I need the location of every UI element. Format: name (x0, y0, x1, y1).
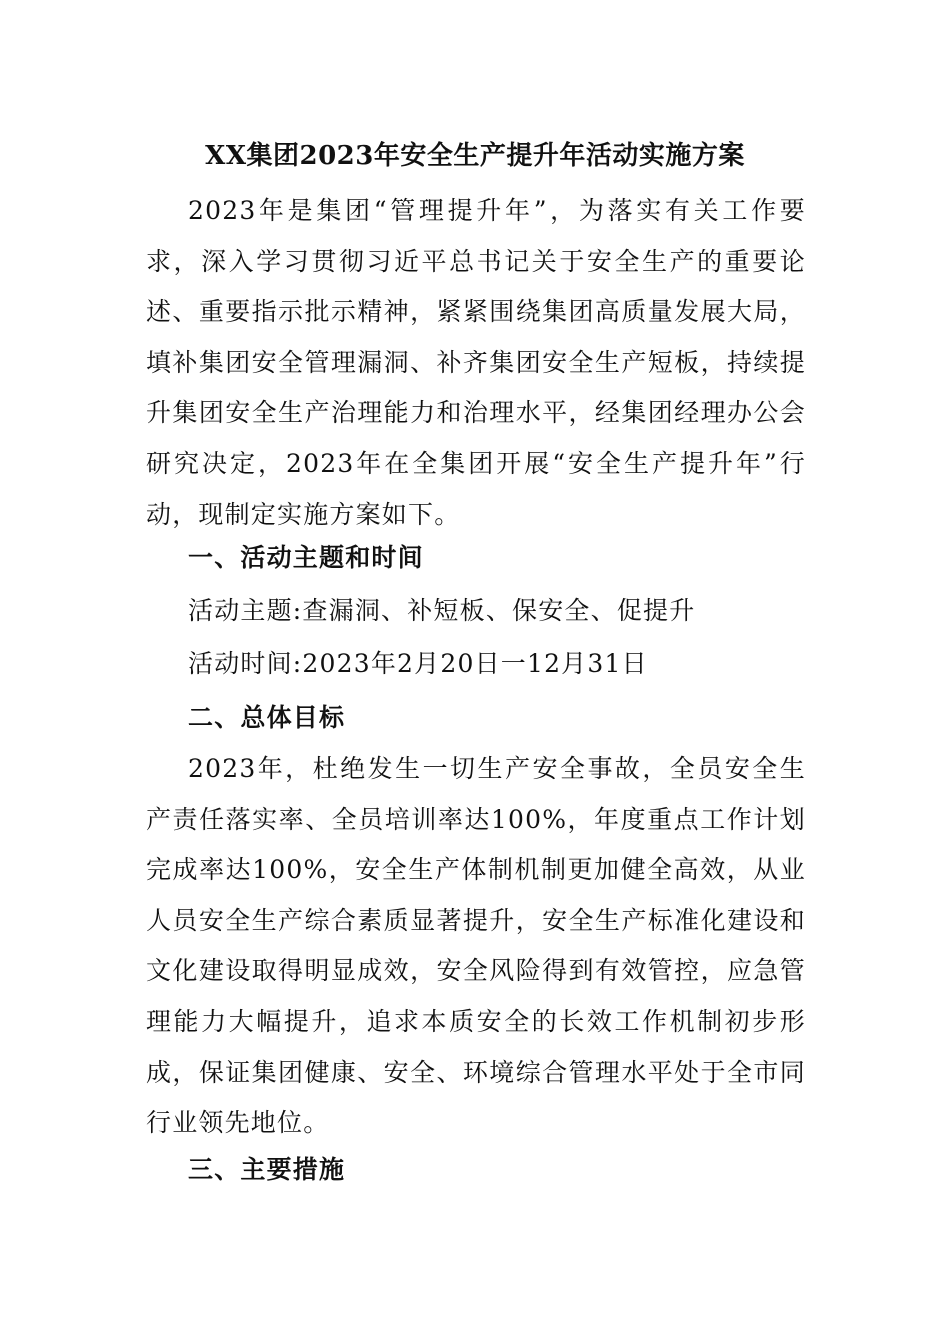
document-title: XX集团2023年安全生产提升年活动实施方案 (205, 141, 745, 171)
section-heading-main-measures: 三、主要措施 (188, 1155, 346, 1184)
section-heading-overall-goal: 二、总体目标 (188, 703, 346, 732)
section-heading-theme-time: 一、活动主题和时间 (188, 543, 424, 572)
activity-time-line: 活动时间:2023年2月20日一12月31日 (188, 649, 648, 678)
intro-paragraph: 2023年是集团“管理提升年”，为落实有关工作要求，深入学习贯彻习近平总书记关于安全生产的重要论述、重要指示批示精神，紧紧围绕集团高质量发展大局，填补集团安全管理漏洞、补齐集团安全生产短板，持续提升集团安全生产治理能力和治理水平，经集团经理办公会研究决定，2023年在全集团开展“安全生产提升年”行动，现制定实施方案如下。 (146, 196, 806, 529)
activity-theme-line: 活动主题:查漏洞、补短板、保安全、促提升 (188, 596, 696, 625)
overall-goal-paragraph: 2023年，杜绝发生一切生产安全事故，全员安全生产责任落实率、全员培训率达100%，年度重点工作计划完成率达100%，安全生产体制机制更加健全高效，从业人员安全生产综合素质显著提升，安全生产标准化建设和文化建设取得明显成效，安全风险得到有效管控，应急管理能力大幅提升，追求本质安全的长效工作机制初步形成，保证集团健康、安全、环境综合管理水平处于全市同行业领先地位。 (146, 754, 806, 1138)
